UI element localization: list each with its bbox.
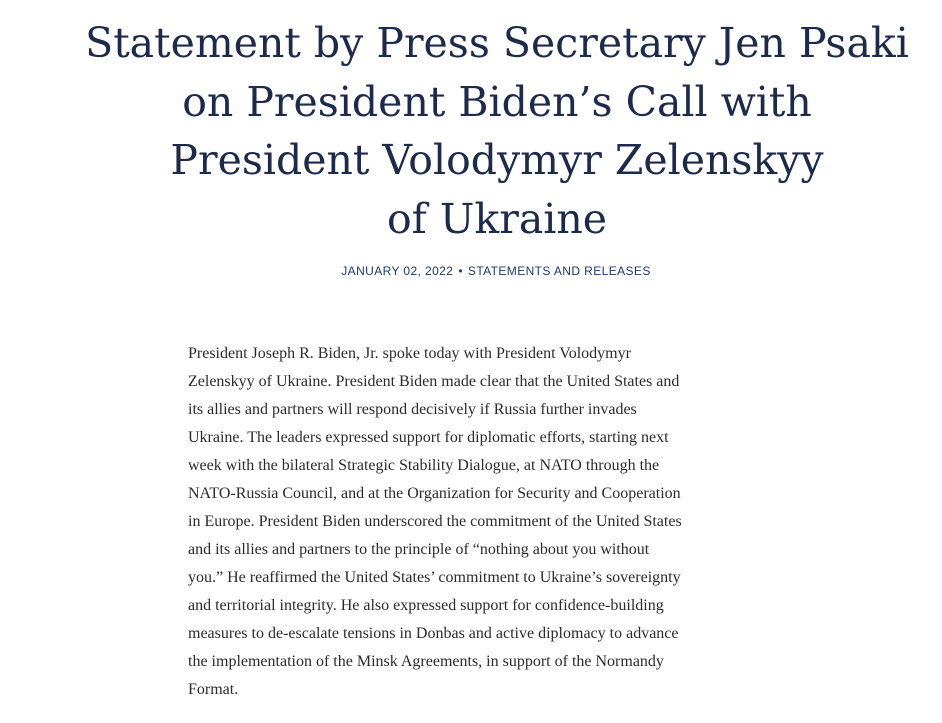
body-line: measures to de-escalate tensions in Donbas and active diplomacy to advance [188,625,679,642]
category-link[interactable]: STATEMENTS AND RELEASES [467,264,651,278]
article-body [188,340,818,704]
body-line: and territorial integrity. He also expressed support for confidence-building [188,597,664,614]
body-line: President Joseph R. Biden, Jr. spoke today with President Volodymyr [188,345,631,362]
body-line: Format. [188,681,239,698]
body-line: Ukraine. The leaders expressed support for diplomatic efforts, starting next [188,429,669,446]
body-line: and its allies and partners to the principle of “nothing about you without [188,541,650,558]
body-line: NATO-Russia Council, and at the Organization for Security and Cooperation [188,485,681,502]
publish-date: JANUARY 02, 2022 [341,264,454,278]
title-line: President Volodymyr Zelenskyy [170,136,824,184]
title-line: Statement by Press Secretary Jen Psaki [85,19,909,67]
article-meta [0,263,942,279]
body-line: Zelenskyy of Ukraine. President Biden made clear that the United States and [188,373,680,390]
title-line: of Ukraine [386,194,608,243]
body-line: you.” He reaffirmed the United States’ commitment to Ukraine’s sovereignty [188,569,681,586]
body-line: its allies and partners will respond decisively if Russia further invades [188,401,637,418]
body-line: week with the bilateral Strategic Stability Dialogue, at NATO through the [188,457,660,474]
body-line: the implementation of the Minsk Agreements, in support of the Normandy [188,653,664,670]
body-line: in Europe. President Biden underscored the commitment of the United States [188,513,682,530]
page-title [0,14,942,248]
title-line: on President Biden’s Call with [182,77,812,126]
meta-separator: • [458,264,463,278]
